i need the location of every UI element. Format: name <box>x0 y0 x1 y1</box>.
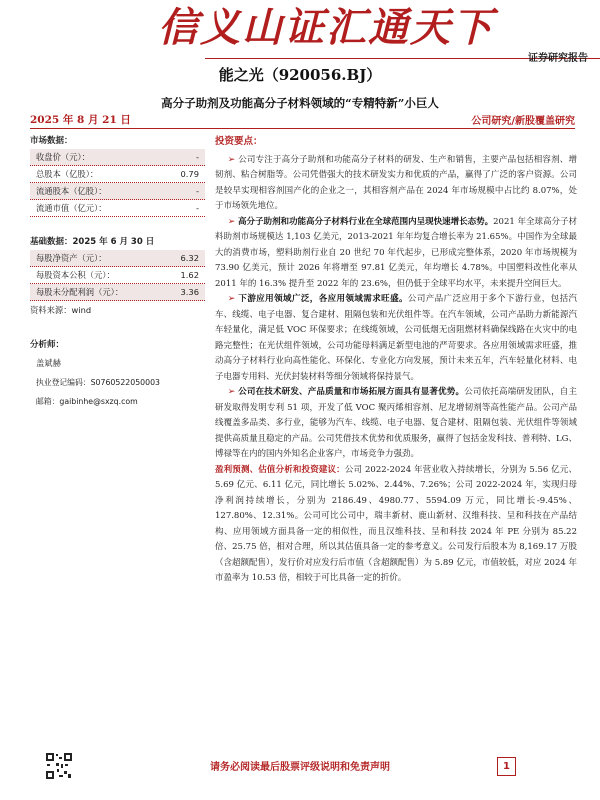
report-subtitle: 高分子助剂及功能高分子材料领域的“专精特新”小巨人 <box>161 96 439 110</box>
footer-disclaimer: 请务必阅读最后股票评级说明和免责声明 <box>210 762 390 773</box>
basic-row <box>30 250 205 267</box>
data-source: 资料来源：wind <box>30 305 92 315</box>
page-number: 1 <box>497 757 516 776</box>
basic-value: 1.62 <box>180 270 199 280</box>
basic-row <box>30 267 205 284</box>
report-type: 证券研究报告 <box>528 53 588 64</box>
basic-row <box>30 284 205 301</box>
market-row <box>30 200 205 217</box>
analyst-title: 分析师： <box>30 340 65 350</box>
title-block <box>0 64 600 111</box>
brand-logo: 信义山证汇通天下 <box>158 4 494 51</box>
market-data-title: 市场数据： <box>30 136 73 146</box>
paragraph: ➢ 下游应用领域广泛，各应用领域需求旺盛。公司产品广泛应用于多个下游行业，包括汽车、线缆、电子电器、复合建材、阻隔包装和光伏组件等。在汽车领域，公司产品助力新能源汽车轻量化，满足低 VOC 环保要求；在线缆领域，公司低烟无卤阻燃材料确保线路在火灾中的电路完整性；在光伏组件领域，公司功能母料满足新型电池的严苛要求。各应用领域需求旺盛，推动高分子材料行业向高性能化、环保化、专业化方向发展，预计未来五年，汽车轻量化材料、电子电器专用料、光伏封装材料等细分领域将保持景气。 <box>215 294 577 382</box>
basic-label: 每股资本公积（元）： <box>36 270 115 280</box>
analyst-cert: 执业登记编码：S0760522050003 <box>36 378 161 387</box>
left-panel <box>30 134 205 407</box>
market-row <box>30 183 205 200</box>
company-title: 能之光（920056.BJ） <box>218 66 382 84</box>
section-title: 投资要点： <box>215 136 263 147</box>
bullet-arrow-icon: ➢ <box>227 154 236 165</box>
basic-label: 每股净资产（元）： <box>36 253 107 263</box>
bullet-arrow-icon: ➢ <box>227 294 236 304</box>
bullet-arrow-icon: ➢ <box>227 216 236 227</box>
paragraph: ➢ 公司在技术研发、产品质量和市场拓展方面具有显著优势。公司依托高端研发团队，自主研发取得发明专利 51 项，开发了低 VOC 聚丙烯相容剂、尼龙增韧剂等高性能产品。公司产品线覆盖多品类、多行业，能够为汽车、线缆、电子电器、复合建材、阻隔包装、光伏组件等领域提供高质量且稳定的产品。公司凭借技术优势和优质服务，赢得了包括金发科技、普利特、LG、博禄等在内的国内外知名企业客户，市场竞争力强劲。 <box>215 387 577 459</box>
market-value: 0.79 <box>180 169 199 179</box>
market-label: 流通股本（亿股）： <box>36 186 107 196</box>
market-value: - <box>196 203 199 213</box>
market-label: 收盘价（元）： <box>36 152 90 162</box>
main-content <box>215 134 577 587</box>
basic-label: 每股未分配利润（元）： <box>36 287 124 297</box>
bullet-arrow-icon: ➢ <box>227 387 236 397</box>
analyst-name: 盖斌赫 <box>36 358 61 368</box>
paragraph: ➢ 高分子助剂和功能高分子材料行业在全球范围内呈现快速增长态势。2021 年全球高分子材料助剂市场规模达 1,103 亿美元，2013-2021 年年均复合增长率为 21.65%。中国作为全球最大的消费市场，塑料助剂行业自 20 世纪 70 年代起步，已形成完整体系，2020 年市场规模为 73.90 亿美元，预计 2026 年将增至 97.81 亿美元，年均增长 4.78%。中国塑料改性化率从 2011 年的 16.3% 提升至 2022 年的 23.6%，但仍低于全球平均水平，未来提升空间巨大。 <box>215 216 578 289</box>
market-value: - <box>196 152 199 162</box>
report-date: 2025 年 8 月 21 日 <box>30 114 131 126</box>
paragraph: 盈利预测、估值分析和投资建议：公司 2022-2024 年营业收入持续增长，分别为 5.56 亿元、5.69 亿元、6.11 亿元，同比增长 5.02%、2.44%、7.26%；公司 2022-2024 年，实现归母净利润持续增长，分别为 2186.49、4980.77、5594.09 万元，同比增长-9.45%、127.80%、12.31%。公司可比公司中，瑞丰新材、鹿山新材、汉维科技、呈和科技在产品结构、应用领域方面具备一定的相似性，而且汉维科技、呈和科技 2024 年 PE 分别为 85.22 倍、25.75 倍，相对合理，所以其估值具备一定的参考意义。公司发行后股本为 8,169.17 万股（含超额配售），发行价对应发行后市值（含超额配售）为 5.89 亿元，市值较低，对应 2024 年市盈率为 10.53 倍，相较于可比具备一定的折价。 <box>215 464 577 583</box>
basic-data-title: 基础数据：2025 年 6 月 30 日 <box>30 237 155 247</box>
market-row <box>30 149 205 166</box>
paragraph: ➢ 公司专注于高分子助剂和功能高分子材料的研发、生产和销售，主要产品包括相容剂、增韧剂、粘合树脂等。公司凭借强大的技术研发实力和优质的产品，赢得了广泛的客户资源。公司是较早实现相容剂国产化的企业之一，其相容剂产品在 2024 年市场规模中占比约 8.07%，处于市场领先地位。 <box>215 154 577 211</box>
market-row <box>30 166 205 183</box>
date-bar <box>30 112 575 129</box>
header-banner <box>0 0 600 62</box>
basic-value: 6.32 <box>180 253 199 263</box>
analyst-email[interactable]: 邮箱：gaibinhe@sxzq.com <box>36 397 138 406</box>
market-label: 流通市值（亿元）： <box>36 203 107 213</box>
report-category: 公司研究/新股覆盖研究 <box>471 116 575 127</box>
market-label: 总股本（亿股）： <box>36 169 99 179</box>
market-value: - <box>196 186 199 196</box>
basic-value: 3.36 <box>180 287 199 297</box>
